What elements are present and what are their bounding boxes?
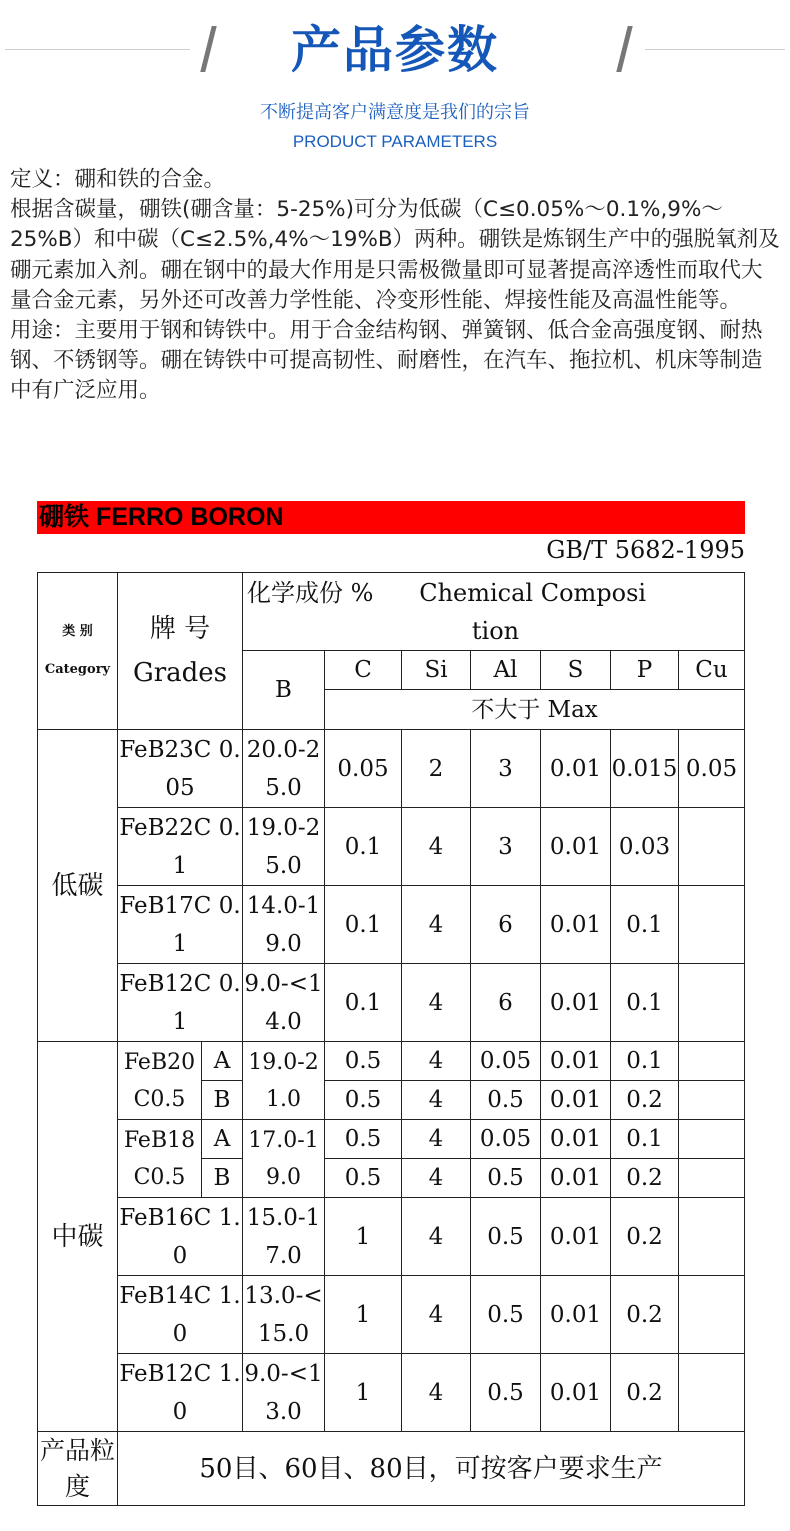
product-band: 硼铁 FERRO BORON xyxy=(37,501,745,534)
boron-cell: 19.0-21.0 xyxy=(243,1042,325,1120)
chem-composition-header xyxy=(243,573,745,651)
si-cell: 2 xyxy=(402,730,471,808)
grade-cell: FeB12C 1.0 xyxy=(118,1354,243,1432)
c-cell: 0.1 xyxy=(325,886,402,964)
col-cu-header: Cu xyxy=(679,651,745,690)
category-mid-carbon: 中碳 xyxy=(38,1042,118,1432)
description-text: 根据含碳量，硼铁(硼含量：5-25%)可分为低碳（C≤0.05%～0.1%,9%～25%B）和中碳（C≤2.5%,4%～19%B）两种。硼铁是炼钢生产中的强脱氧剂及硼元素加入剂。硼在钢中的最大作用是只需极微量即可显著提高淬透性而取代大量合金元素，另外还可改善力学性能、冷变形性能、焊接性能及高温性能等。 xyxy=(10,197,780,313)
c-cell: 0.5 xyxy=(325,1081,402,1120)
section-header xyxy=(0,0,790,160)
si-cell: 4 xyxy=(402,964,471,1042)
max-label: 不大于 Max xyxy=(325,690,745,730)
table-row xyxy=(38,1354,745,1432)
header-divider-right xyxy=(645,49,785,50)
si-cell: 4 xyxy=(402,1354,471,1432)
boron-cell: 19.0-25.0 xyxy=(243,808,325,886)
p-cell: 0.2 xyxy=(611,1081,679,1120)
chem-label-en: Chemical Composi xyxy=(419,578,647,607)
p-cell: 0.1 xyxy=(611,1120,679,1159)
cu-cell xyxy=(679,1120,745,1159)
grade-cell: FeB23C 0.05 xyxy=(118,730,243,808)
cu-cell xyxy=(679,964,745,1042)
p-cell: 0.1 xyxy=(611,1042,679,1081)
p-cell: 0.2 xyxy=(611,1354,679,1432)
table-row xyxy=(38,964,745,1042)
p-cell: 0.03 xyxy=(611,808,679,886)
intro-text xyxy=(10,165,780,407)
grade-sub-cell: A xyxy=(202,1120,243,1159)
s-cell: 0.01 xyxy=(541,1354,611,1432)
table-row xyxy=(38,1198,745,1276)
cu-cell xyxy=(679,1159,745,1198)
si-cell: 4 xyxy=(402,1159,471,1198)
table-row xyxy=(38,1276,745,1354)
boron-cell: 9.0-<13.0 xyxy=(243,1354,325,1432)
boron-cell: 14.0-19.0 xyxy=(243,886,325,964)
category-header-cn: 类 别 xyxy=(62,624,93,639)
c-cell: 0.5 xyxy=(325,1042,402,1081)
al-cell: 0.5 xyxy=(471,1081,541,1120)
table-row xyxy=(38,808,745,886)
p-cell: 0.1 xyxy=(611,886,679,964)
cu-cell xyxy=(679,1042,745,1081)
cu-cell xyxy=(679,808,745,886)
standard-number: GB/T 5682-1995 xyxy=(546,536,745,564)
grade-cell: FeB20C0.5 xyxy=(118,1042,202,1120)
col-b-header: B xyxy=(243,651,325,730)
s-cell: 0.01 xyxy=(541,1198,611,1276)
si-cell: 4 xyxy=(402,1081,471,1120)
grade-cell: FeB22C 0.1 xyxy=(118,808,243,886)
usage-text: 用途：主要用于钢和铸铁中。用于合金结构钢、弹簧钢、低合金高强度钢、耐热钢、不锈钢等。硼在铸铁中可提高韧性、耐磨性，在汽车、拖拉机、机床等制造中有广泛应用。 xyxy=(10,318,763,404)
grade-cell: FeB14C 1.0 xyxy=(118,1276,243,1354)
grades-header xyxy=(118,573,243,730)
chem-label-en-wrap: tion xyxy=(471,616,520,645)
boron-cell: 13.0-<15.0 xyxy=(243,1276,325,1354)
p-cell: 0.2 xyxy=(611,1276,679,1354)
c-cell: 0.1 xyxy=(325,808,402,886)
al-cell: 0.5 xyxy=(471,1159,541,1198)
c-cell: 0.05 xyxy=(325,730,402,808)
al-cell: 0.5 xyxy=(471,1198,541,1276)
col-s-header: S xyxy=(541,651,611,690)
s-cell: 0.01 xyxy=(541,1120,611,1159)
al-cell: 3 xyxy=(471,730,541,808)
particle-size-label: 产品粒度 xyxy=(38,1432,118,1506)
s-cell: 0.01 xyxy=(541,1042,611,1081)
grade-cell: FeB12C 0.1 xyxy=(118,964,243,1042)
p-cell: 0.2 xyxy=(611,1159,679,1198)
cu-cell xyxy=(679,1198,745,1276)
grades-header-en: Grades xyxy=(132,658,228,688)
table-row xyxy=(38,1042,745,1081)
si-cell: 4 xyxy=(402,1276,471,1354)
particle-size-text: 50目、60目、80目，可按客户要求生产 xyxy=(118,1432,745,1506)
boron-cell: 20.0-25.0 xyxy=(243,730,325,808)
cu-cell xyxy=(679,886,745,964)
c-cell: 0.1 xyxy=(325,964,402,1042)
table-row xyxy=(38,730,745,808)
category-header xyxy=(38,573,118,730)
col-c-header: C xyxy=(325,651,402,690)
c-cell: 1 xyxy=(325,1354,402,1432)
cu-cell: 0.05 xyxy=(679,730,745,808)
page-title: 产品参数 xyxy=(291,21,499,79)
boron-cell: 9.0-<14.0 xyxy=(243,964,325,1042)
grades-header-cn: 牌 号 xyxy=(149,614,211,644)
table-row xyxy=(38,1432,745,1506)
c-cell: 0.5 xyxy=(325,1159,402,1198)
si-cell: 4 xyxy=(402,1198,471,1276)
s-cell: 0.01 xyxy=(541,964,611,1042)
al-cell: 0.5 xyxy=(471,1276,541,1354)
al-cell: 0.05 xyxy=(471,1042,541,1081)
si-cell: 4 xyxy=(402,1042,471,1081)
col-si-header: Si xyxy=(402,651,471,690)
s-cell: 0.01 xyxy=(541,808,611,886)
grade-sub-cell: B xyxy=(202,1159,243,1198)
al-cell: 3 xyxy=(471,808,541,886)
s-cell: 0.01 xyxy=(541,730,611,808)
grade-cell: FeB17C 0.1 xyxy=(118,886,243,964)
cu-cell xyxy=(679,1081,745,1120)
al-cell: 0.05 xyxy=(471,1120,541,1159)
c-cell: 1 xyxy=(325,1198,402,1276)
table-row xyxy=(38,1120,745,1159)
s-cell: 0.01 xyxy=(541,1081,611,1120)
al-cell: 0.5 xyxy=(471,1354,541,1432)
grade-sub-cell: B xyxy=(202,1081,243,1120)
category-low-carbon: 低碳 xyxy=(38,730,118,1042)
chem-label: 化学成份 % xyxy=(247,578,374,607)
cu-cell xyxy=(679,1276,745,1354)
boron-cell: 17.0-19.0 xyxy=(243,1120,325,1198)
subtitle-en: PRODUCT PARAMETERS xyxy=(292,132,498,151)
col-p-header: P xyxy=(611,651,679,690)
spec-table xyxy=(37,572,745,1506)
table-row xyxy=(38,886,745,964)
al-cell: 6 xyxy=(471,886,541,964)
s-cell: 0.01 xyxy=(541,886,611,964)
p-cell: 0.1 xyxy=(611,964,679,1042)
cu-cell xyxy=(679,1354,745,1432)
si-cell: 4 xyxy=(402,808,471,886)
grade-cell: FeB18C0.5 xyxy=(118,1120,202,1198)
p-cell: 0.015 xyxy=(611,730,679,808)
s-cell: 0.01 xyxy=(541,1276,611,1354)
grade-cell: FeB16C 1.0 xyxy=(118,1198,243,1276)
col-al-header: Al xyxy=(471,651,541,690)
definition-text: 定义：硼和铁的合金。 xyxy=(10,167,226,192)
al-cell: 6 xyxy=(471,964,541,1042)
si-cell: 4 xyxy=(402,886,471,964)
subtitle-cn: 不断提高客户满意度是我们的宗旨 xyxy=(260,102,530,123)
s-cell: 0.01 xyxy=(541,1159,611,1198)
c-cell: 0.5 xyxy=(325,1120,402,1159)
c-cell: 1 xyxy=(325,1276,402,1354)
category-header-en: Category xyxy=(44,662,111,677)
boron-cell: 15.0-17.0 xyxy=(243,1198,325,1276)
p-cell: 0.2 xyxy=(611,1198,679,1276)
si-cell: 4 xyxy=(402,1120,471,1159)
grade-sub-cell: A xyxy=(202,1042,243,1081)
